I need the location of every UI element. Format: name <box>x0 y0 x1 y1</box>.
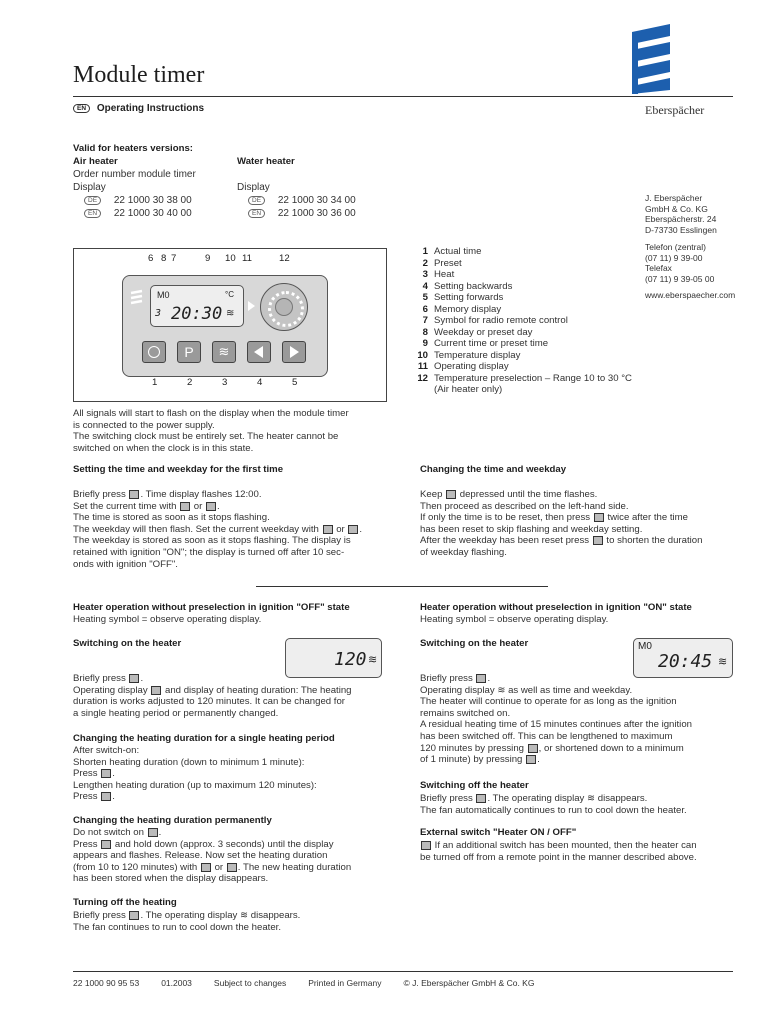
intro-text: All signals will start to flash on the display when the module timer is connected to the power supply. The switching clock must be entirely set. The heater cannot be switched on when the clock is in this state. <box>73 408 349 454</box>
footer-code: 22 1000 90 95 53 <box>73 978 140 988</box>
footer-rule <box>73 971 733 972</box>
heating-icon: ≋ <box>368 654 378 666</box>
forward-key-icon <box>528 744 538 753</box>
clock-key-icon <box>594 513 604 522</box>
legend-item: 11 Operating display <box>417 361 509 372</box>
off-state-sub: Heating symbol = observe operating display. <box>73 614 262 625</box>
heat-symbol-icon <box>130 287 144 307</box>
single-period-text: After switch-on: Shorten heating duration (down to minimum 1 minute): Press . Lengthen heating duration (up to maximum 120 minutes): Press . <box>73 745 317 803</box>
water-en-number: 22 1000 30 36 00 <box>277 208 356 219</box>
pointer-icon <box>248 301 255 311</box>
lang-badge: EN <box>73 104 90 113</box>
air-en-row <box>84 208 192 220</box>
address-line: Telefax <box>645 263 672 273</box>
brand-name: Eberspächer <box>645 103 705 117</box>
forward-button[interactable] <box>282 341 306 363</box>
water-heater-label: Water heater <box>237 156 295 167</box>
device-lcd <box>150 285 244 327</box>
air-en-number: 22 1000 30 40 00 <box>113 208 192 219</box>
time-lcd <box>633 638 733 678</box>
legend-item: 6 Memory display <box>422 303 502 315</box>
callout-9: 9 <box>205 253 211 264</box>
on-off-text: Briefly press . The operating display ≋ disappears. The fan automatically continues to run to cool down the heater. <box>420 793 687 816</box>
footer-subject: Subject to changes <box>213 978 287 988</box>
back-key-icon <box>101 840 111 849</box>
lcd-unit: °C <box>225 290 234 299</box>
heating-icon: ≋ <box>587 793 596 804</box>
page-title: Module timer <box>73 62 205 88</box>
heating-icon: ≋ <box>497 684 506 696</box>
on-switch-on-heading: Switching on the heater <box>420 638 529 649</box>
clock-key-icon <box>593 536 603 545</box>
callout-12: 12 <box>279 253 290 264</box>
valid-heading: Valid for heaters versions: <box>73 143 193 154</box>
address-line: D-73730 Esslingen <box>645 224 717 235</box>
backward-button[interactable] <box>247 341 271 363</box>
heat-key-icon <box>476 674 486 683</box>
permanent-heading: Changing the heating duration permanently <box>73 815 272 826</box>
back-key-icon <box>101 769 111 778</box>
back-key-icon <box>201 863 211 872</box>
lcd-mode: M0 <box>157 290 170 300</box>
heating-icon: ≋ <box>718 656 728 668</box>
change-time-text: Keep depressed until the time flashes. Then proceed as described on the left-hand side. If only the time is to be reset, then press twice after the time has been reset to skip flashing and weekday setting. After the weekday has been reset press to shorten the duration of weekday flashing. <box>420 489 703 558</box>
forward-key-icon <box>227 863 237 872</box>
callout-8: 8 <box>161 253 167 264</box>
lcd-time: 20:30 <box>171 304 223 324</box>
off-state-heading: Heater operation without preselection in ignition "OFF" state <box>73 602 350 613</box>
back-key-icon <box>526 755 536 764</box>
preset-button[interactable] <box>177 341 201 363</box>
legend-item: 3 Heat <box>422 269 455 280</box>
set-first-text: Briefly press . Time display flashes 12:00. Set the current time with or . The time is stored as soon as it stops flashing. The weekday will then flash. Set the current weekday with or . The weekday is stored as soon as it stops flashing. The display is retained with ignition "ON"; the display is turned off after 10 sec- onds with ignition "OFF". <box>73 489 363 570</box>
heat-key-icon <box>148 828 158 837</box>
callout-11: 11 <box>242 253 252 264</box>
lcd-day: 3 <box>155 308 162 319</box>
off-switch-on-text: Briefly press . Operating display and display of heating duration: The heating duration is works adjusted to 120 minutes. It can be changed for a single heating period or permanently changed. <box>73 673 352 719</box>
actual-time-button[interactable] <box>142 341 166 363</box>
callout-4: 4 <box>257 377 263 388</box>
lcd-duration: 120 <box>334 649 367 670</box>
on-state-heading: Heater operation without preselection in ignition "ON" state <box>420 602 692 613</box>
air-heater-label: Air heater <box>73 156 118 167</box>
legend-item: 7 Symbol for radio remote control <box>422 315 568 326</box>
forward-key-icon <box>206 502 216 511</box>
external-switch-text: If an additional switch has been mounted, then the heater can be turned off from a remote point in the manner described above. <box>420 840 697 863</box>
air-de-number: 22 1000 30 38 00 <box>113 195 192 206</box>
back-key-icon <box>180 502 190 511</box>
off-switch-on-heading: Switching on the heater <box>73 638 182 649</box>
air-de-row <box>84 195 192 207</box>
clock-key-icon <box>129 490 139 499</box>
on-off-heading: Switching off the heater <box>420 780 529 791</box>
de-badge: DE <box>84 196 101 205</box>
turn-off-text: Briefly press . The operating display ≋ disappears. The fan continues to run to cool down the heater. <box>73 910 301 933</box>
legend-item: 5 Setting forwards <box>422 292 504 303</box>
clock-key-icon <box>446 490 456 499</box>
callout-3: 3 <box>222 377 228 388</box>
footer-copyright: © J. Eberspächer GmbH & Co. KG <box>403 978 535 988</box>
address-line: J. Eberspächer <box>645 193 703 203</box>
arrow-left-icon <box>254 346 263 358</box>
single-period-heading: Changing the heating duration for a single heating period <box>73 733 335 744</box>
heat-key-icon <box>476 794 486 803</box>
arrow-right-icon <box>290 346 299 358</box>
legend-item-note: (Air heater only) <box>434 384 503 395</box>
address-line: (07 11) 9 39-05 00 <box>645 273 715 284</box>
switch-key-icon <box>421 841 431 850</box>
address-block <box>645 193 735 301</box>
forward-key-icon <box>101 792 111 801</box>
water-de-row <box>248 195 356 207</box>
address-line: (07 11) 9 39-00 <box>645 252 703 263</box>
callout-1: 1 <box>152 377 158 388</box>
heat-key-icon <box>151 686 161 695</box>
footer-printed: Printed in Germany <box>308 978 382 988</box>
clock-icon <box>148 346 160 358</box>
permanent-text: Do not switch on . Press and hold down (approx. 3 seconds) until the display appears and flashes. Release. Now set the heating duration (from 10 to 120 minutes) with or . The new heating duration has been stored when the display disappears. <box>73 827 352 885</box>
set-first-heading: Setting the time and weekday for the first time <box>73 464 284 475</box>
preset-label: P <box>184 344 194 360</box>
water-en-row <box>248 208 356 220</box>
heating-icon: ≋ <box>240 910 249 921</box>
legend-item: 1 Actual time <box>422 246 482 257</box>
heat-icon: ≋ <box>218 344 230 359</box>
display-label-water: Display <box>237 182 270 193</box>
legend-list <box>414 246 654 396</box>
on-state-sub: Heating symbol = observe operating display. <box>420 614 609 625</box>
heat-button[interactable] <box>212 341 236 363</box>
subtitle-row <box>73 103 204 114</box>
section-divider <box>256 586 548 587</box>
duration-lcd <box>285 638 382 678</box>
legend-item: 4 Setting backwards <box>422 280 513 292</box>
heating-icon: ≋ <box>226 308 235 319</box>
footer <box>73 978 534 989</box>
legend-item: 2 Preset <box>422 257 462 269</box>
change-time-heading: Changing the time and weekday <box>420 464 567 475</box>
footer-date: 01.2003 <box>161 978 192 988</box>
heat-key-icon <box>129 911 139 920</box>
external-switch-heading: External switch "Heater ON / OFF" <box>420 827 577 838</box>
legend-item: 10 Temperature display <box>417 349 521 361</box>
address-line: Telefon (zentral) <box>645 242 706 252</box>
device-figure <box>73 248 387 402</box>
subtitle: Operating Instructions <box>96 103 205 114</box>
callout-10: 10 <box>225 253 236 264</box>
address-line: Eberspächerstr. 24 <box>645 214 717 224</box>
callout-7: 7 <box>171 253 177 264</box>
callout-5: 5 <box>292 377 298 388</box>
address-line: GmbH & Co. KG <box>645 203 708 214</box>
water-de-number: 22 1000 30 34 00 <box>277 195 356 206</box>
eberspaecher-logo <box>628 22 673 94</box>
turn-off-heading: Turning off the heating <box>73 897 177 908</box>
back-key-icon <box>323 525 333 534</box>
on-switch-on-text: Briefly press . Operating display ≋ as well as time and weekday. The heater will continue to operate for as long as the ignition remains switched on. A residual heating time of 15 minutes continues after the ignition has been switched off. This can be lengthened to maximum 120 minutes by pressing , or shortened down to a minimum of 1 minute) by pressing . <box>420 673 692 766</box>
en-badge: EN <box>248 209 265 218</box>
legend-item: 12 Temperature preselection – Range 10 to 30 °C <box>417 372 632 384</box>
header-rule <box>73 96 733 97</box>
forward-key-icon <box>348 525 358 534</box>
en-badge: EN <box>84 209 101 218</box>
heat-key-icon <box>129 674 139 683</box>
order-label: Order number module timer <box>73 169 196 180</box>
de-badge: DE <box>248 196 265 205</box>
callout-6: 6 <box>148 253 154 264</box>
lcd-mode: M0 <box>638 641 652 652</box>
legend-item: 8 Weekday or preset day <box>422 326 533 338</box>
legend-item: 9 Current time or preset time <box>422 338 549 349</box>
display-label-air: Display <box>73 182 106 193</box>
temperature-knob[interactable] <box>260 283 308 331</box>
website-link[interactable]: www.eberspaecher.com <box>645 290 736 300</box>
callout-2: 2 <box>187 377 193 388</box>
lcd-time: 20:45 <box>658 651 713 672</box>
